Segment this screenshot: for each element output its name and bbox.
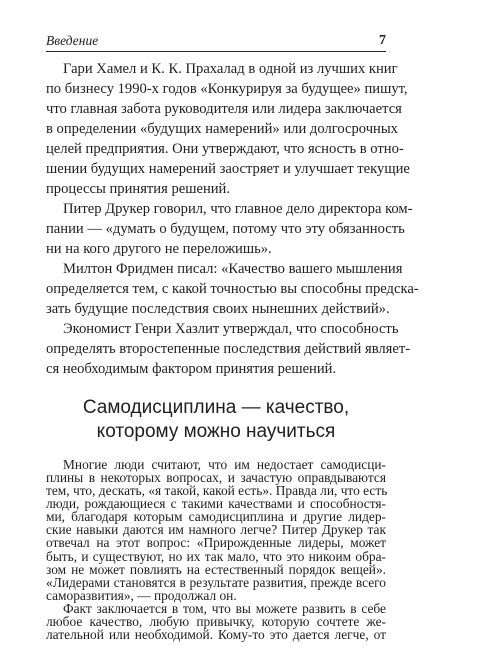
paragraph-line: ские навыки даются им намного легче? Питер Друкер так [46,522,386,538]
paragraph-line: люди, рождающиеся с такими качествами и способностя- [46,496,386,512]
section-heading-line-2: которому можно научиться [96,421,336,442]
paragraph-line: определяется тем, с какой точностью вы способны предска- [46,281,419,297]
paragraph-line: любое качество, любую привычку, которую сочтете же- [46,613,386,629]
running-head-section: Введение [46,33,99,48]
section-heading-line-1: Самодисциплина — качество, [82,397,350,418]
paragraph-line: шении будущих намерений заостряет и улучшает текущие [46,161,410,177]
paragraph-line: что главная забота руководителя или лидера заключается [46,101,402,117]
paragraph-line: быть, и существуют, но их так мало, что это никоим обра- [46,548,386,564]
paragraph-line: тем, что, дескать, «я такой, какой есть». Правда ли, что есть [46,483,388,499]
paragraph-line: Питер Друкер говорил, что главное дело директора ком- [63,201,413,217]
page-number: 7 [379,33,386,48]
paragraph-line: Экономист Генри Хазлит утверждал, что способность [63,321,399,337]
paragraph-line: ми, благодаря которым самодисциплина и другие лидер- [46,509,386,525]
paragraph-line: Факт заключается в том, что вы можете развить в себе [63,600,386,616]
paragraph-line: пании — «думать о будущем, потому что эту обязанность [46,221,405,237]
paragraph-line: ся необходимым фактором принятия решений. [46,361,337,377]
paragraph-line: Гари Хамел и К. К. Прахалад в одной из лучших книг [63,61,398,77]
paragraph-line: плины в некоторых вопросах, и зачастую оправдываются [46,470,386,486]
paragraph-line: отвечал на этот вопрос: «Прирожденные лидеры, может [46,535,386,551]
paragraph-line: зом не может повлиять на естественный порядок вещей». [46,561,386,577]
paragraph-line: зать будущие последствия своих нынешних действий». [46,301,390,317]
paragraph-line: ни на кого другого не переложишь». [46,241,272,257]
running-head [46,33,386,53]
paragraph-line: процессы принятия решений. [46,181,231,197]
paragraph-line: целей предприятия. Они утверждают, что ясность в отно- [46,141,404,157]
paragraph-line: «Лидерами становятся в результате развития, прежде всего [46,574,386,590]
paragraph-line: Милтон Фридмен писал: «Качество вашего мышления [63,261,403,277]
paragraph-line: определять второстепенные последствия действий являет- [46,341,411,357]
paragraph-line: в определении «будущих намерений» или долгосрочных [46,121,398,137]
paragraph-line: лательной или необходимой. Кому-то это дается легче, от [46,627,386,642]
paragraph-line: по бизнесу 1990-х годов «Конкурируя за будущее» пишут, [46,81,408,97]
header-rule [46,51,386,52]
paragraph-line: Многие люди считают, что им недостает самодисци- [63,457,386,472]
paragraph-line: саморазвития», — продолжал он. [46,587,237,603]
